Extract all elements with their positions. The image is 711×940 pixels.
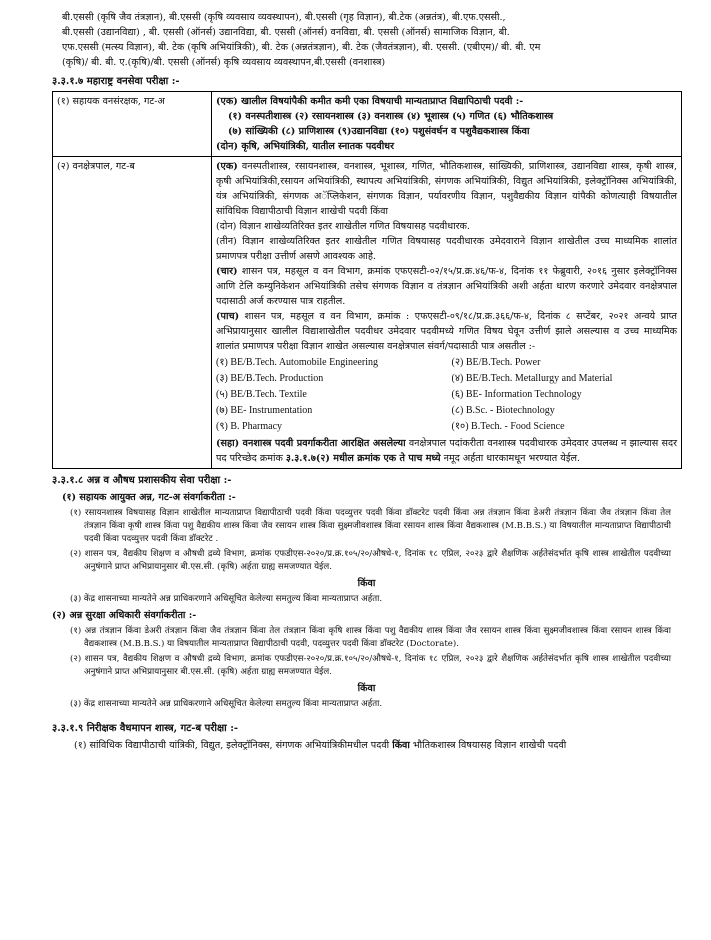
list-item: (६) BE- Information Technology xyxy=(451,389,582,400)
intro-paragraph xyxy=(62,10,671,70)
subsection-heading: (१) सहायक आयुक्त अन्न, गट-अ संवर्गाकरीता :- xyxy=(62,492,236,503)
section-heading-food-drug: ३.३.१.८ अन्न व औषध प्रशासकीय सेवा परीक्षा :- xyxy=(52,475,232,486)
clause-text: वनक्षेत्रपाल पदांकरीता वनशास्त्र पदवीधारक उमेदवार उपलब्ध न झाल्यास सदर पद परिच्छेद क्रमांक xyxy=(216,438,677,464)
clause-text: नमूद अर्हता धारकामधून भरण्यात येईल. xyxy=(440,453,581,464)
list-item: (७) BE- Instrumentation xyxy=(216,405,313,416)
list-item xyxy=(62,738,671,753)
list-item: (९) B. Pharmacy xyxy=(216,421,283,432)
post-name-cell: (२) वनक्षेत्रपाल, गट-ब xyxy=(53,157,212,469)
or-separator: किंवा xyxy=(357,578,376,589)
list-item: (२) BE/B.Tech. Power xyxy=(451,357,541,368)
course-list xyxy=(216,355,677,435)
clause-reference: ३.३.१.७(२) मधील क्रमांक एक ते पाच मध्ये xyxy=(285,453,441,464)
clause-number: (सहा) वनशास्त्र पदवी प्रवर्गाकरीता आरक्षित असलेल्या xyxy=(216,438,406,449)
subject-list-line: (१) वनस्पतीशास्त्र (२) रसायनशास्त्र (३) वनशास्त्र (४) भूशास्त्र (५) गणित (६) भौतिकशास्त्र xyxy=(228,111,554,122)
item-text: (१) सांविधिक विद्यापीठाची यांत्रिकी, विद्युत, इलेक्ट्रॉनिक्स, संगणक अभियांत्रिकीमधील पदवी xyxy=(74,740,393,751)
section-heading-legal-metrology: ३.३.१.९ निरीक्षक वैधमापन शास्त्र, गट-ब परीक्षा :- xyxy=(52,723,239,734)
clause-text: (दोन) विज्ञान शाखेव्यतिरिक्त इतर शाखेतील गणित विषयासह पदवीधारक. xyxy=(216,221,470,232)
list-item: (२) शासन पत्र, वैद्यकीय शिक्षण व औषधी द्रव्ये विभाग, क्रमांक एफडीएस-२०२०/प्र.क्र.१०५/२०/औषधे-१, दिनांक १८ एप्रिल, २०२३ द्वारे शैक्षणिक अर्हतेसंदर्भात कृषि शास्त्र शाखेतील पदवीच्या अनुषंगाने प्राप्त अभिप्रायानुसार बी.एस.सी. (कृषि) अर्हता ग्राह्य समजण्यात येईल. xyxy=(70,549,671,572)
clause-text: वनस्पतीशास्त्र, रसायनशास्त्र, वनशास्त्र, भूशास्त्र, गणित, भौतिकशास्त्र, सांख्यिकी, प्राणिशास्त्र, उद्यानविद्या शास्त्र, कृषी शास्त्र, कृषी अभियांत्रिकी,रसायन अभियांत्रिकी, स्थापत्य अभियांत्रिकी, संगणक अभियांत्रिकी, विद्युत अभियांत्रिकी, इलेक्ट्रॉनिक्स अभियांत्रिकी, यंत्र अभियांत्रिकी, संगणक अॅप्लिकेशन, संगणक विज्ञान, पर्यावरणीय विज्ञान, पशुवैद्यकीय विज्ञान यांपैकी कोणत्याही विषयातील सांविधिक विद्यापीठाची विज्ञान शाखेची पदवी किंवा xyxy=(216,161,677,217)
list-item: (२) शासन पत्र, वैद्यकीय शिक्षण व औषधी द्रव्ये विभाग, क्रमांक एफडीएस-२०२०/प्र.क्र.१०५/२०/औषधे-१, दिनांक १८ एप्रिल, २०२३ द्वारे शैक्षणिक अर्हतेसंदर्भात कृषि शास्त्र शाखेतील पदवीच्या अनुषंगाने प्राप्त अभिप्रायानुसार बी.एस.सी. (कृषि) अर्हता ग्राह्य समजण्यात येईल. xyxy=(70,654,671,677)
clause-number: (दोन) xyxy=(216,141,238,152)
clause-number: (चार) xyxy=(216,266,238,277)
list-item: (८) B.Sc. - Biotechnology xyxy=(451,405,555,416)
list-item: (१) अन्न तंत्रज्ञान किंवा डेअरी तंत्रज्ञान किंवा जैव तंत्रज्ञान किंवा तेल तंत्रज्ञान किंवा कृषि शास्त्र किंवा पशु वैद्यकीय शास्त्र किंवा जैव रसायन शास्त्र किंवा सुक्ष्मजीवशास्त्र किंवा रसायन शास्त्र किंवा वैद्यकशास्त्र (M.B.B.S.) या विषयातील मान्यताप्राप्त विद्यापीठाची पदवी, पदव्युत्तर पदवी किंवा डॉक्टरेट (Doctorate). xyxy=(70,626,671,649)
clause-text: शासन पत्र, महसूल व वन विभाग, क्रमांक : एफएसटी-०९/१८/प्र.क्र.३६६/फ-४, दिनांक ८ सप्टेंबर, २०२१ अन्वये प्राप्त अभिप्रायानुसार खालील विद्याशाखेतील पदवीधर उमेदवार पदवीमध्ये गणित विषय घेवून उत्तीर्ण झाले असल्यास व उच्च माध्यमिक शालांत प्रमाणपत्र परीक्षा विज्ञान शाखेत असल्यास वनक्षेत्रपाल संवर्ग/पदासाठी पात्र असतील :- xyxy=(216,311,677,352)
list-item: (३) BE/B.Tech. Production xyxy=(216,373,324,384)
list-item: (१०) B.Tech. - Food Science xyxy=(451,421,565,432)
item-text: भौतिकशास्त्र विषयासह विज्ञान शाखेची पदवी xyxy=(409,740,567,751)
intro-line: एफ.एससी (मत्स्य विज्ञान), बी. टेक (कृषि अभियांत्रिकी), बी. टेक (अन्नतंत्रज्ञान), बी. टेक (जैवतंत्रज्ञान), बी. एससी. (एबीएम)/ बी. बी. एम xyxy=(62,42,541,53)
qualification-cell xyxy=(212,157,682,469)
clause-text: शासन पत्र, महसूल व वन विभाग, क्रमांक एफएसटी-०२/१५/प्र.क्र.४६/फ-४, दिनांक ११ फेब्रुवारी, २०१६ नुसार इलेक्ट्रॉनिक्स आणि टेलि कम्युनिकेशन अभियांत्रिकी तसेच संगणक विज्ञान व तंत्रज्ञान अभियांत्रिकी अशी अर्हता धारण करणारे उमेदवार वनक्षेत्रपाल पदासाठी अर्ज करण्यास पात्र राहतील. xyxy=(216,266,677,307)
qualification-cell xyxy=(212,92,682,157)
intro-line: बी.एससी (कृषि जैव तंत्रज्ञान), बी.एससी (कृषि व्यवसाय व्यवस्थापन), बी.एससी (गृह विज्ञान), बी.टेक (अन्नतंत्र), बी.एफ.एससी., xyxy=(62,12,506,23)
qualification-table xyxy=(52,91,682,469)
item-or: किंवा xyxy=(392,740,410,751)
subject-list-line: (७) सांख्यिकी (८) प्राणिशास्त्र (९)उद्यानविद्या (१०) पशुसंवर्धन व पशुवैद्यकशास्त्र किंवा xyxy=(228,126,530,137)
section-heading-forest-service: ३.३.१.७ महाराष्ट्र वनसेवा परीक्षा :- xyxy=(52,76,180,87)
post-name-cell: (१) सहायक वनसंरक्षक, गट-अ xyxy=(53,92,212,157)
clause-text: (तीन) विज्ञान शाखेव्यतिरिक्त इतर शाखेतील गणित विषयासह पदवीधारक उमेदवाराने विज्ञान शाखेतील उच्च माध्यमिक शालांत प्रमाणपत्र परीक्षा उत्तीर्ण असणे आवश्यक आहे. xyxy=(216,236,677,262)
intro-line: बी.एससी (उद्यानविद्या) , बी. एससी (ऑनर्स) उद्यानविद्या, बी. एससी (ऑनर्स) वनविद्या, बी. एससी (ऑनर्स) सामाजिक विज्ञान, बी. xyxy=(62,27,510,38)
clause-number: (एक) xyxy=(216,96,238,107)
or-separator: किंवा xyxy=(357,683,376,694)
clause-text: कृषि, अभियांत्रिकी, यातील स्नातक पदवीधर xyxy=(237,141,395,152)
clause-number: (एक) xyxy=(216,161,238,172)
list-item: (१) रसायनशास्त्र विषयासह विज्ञान शाखेतील मान्यताप्राप्त विद्यापीठाची पदवी किंवा पदव्युत्तर पदवी किंवा डॉक्टरेट पदवी किंवा अन्न तंत्रज्ञान किंवा डेअरी तंत्रज्ञान किंवा जैव तंत्रज्ञान किंवा तेल तंत्रज्ञान किंवा कृषी शास्त्र किंवा पशु वैद्यकीय शास्त्र किंवा जैव रसायन शास्त्र किंवा सुक्ष्मजीवशास्त्र किंवा रसायन शास्त्र किंवा वैद्यकशास्त्र (M.B.B.S.) या विषयातील मान्यताप्राप्त विद्यापीठाची पदवी किंवा पदव्युत्तर पदवी किंवा डॉक्टरेट . xyxy=(70,508,671,544)
clause-text: खालील विषयांपैकी कमीत कमी एका विषयाची मान्यताप्राप्त विद्यापिठाची पदवी :- xyxy=(237,96,524,107)
table-row xyxy=(53,157,682,469)
list-item: (३) केंद्र शासनाच्या मान्यतेने अन्न प्राधिकरणाने अधिसूचित केलेल्या समतुल्य किंवा मान्यताप्राप्त अर्हता. xyxy=(70,594,383,604)
table-row xyxy=(53,92,682,157)
clause-number: (पाच) xyxy=(216,311,240,322)
subsection-heading: (२) अन्न सुरक्षा अधिकारी संवर्गाकरीता :- xyxy=(52,610,197,621)
list-item: (४) BE/B.Tech. Metallurgy and Material xyxy=(451,373,613,384)
list-item: (५) BE/B.Tech. Textile xyxy=(216,389,307,400)
intro-line: (कृषि)/ बी. बी. ए.(कृषि)/बी. एससी (ऑनर्स) कृषि व्यवसाय व्यवस्थापन,बी.एससी (वनशास्त्र) xyxy=(62,57,386,68)
list-item: (१) BE/B.Tech. Automobile Engineering xyxy=(216,357,378,368)
list-item: (३) केंद्र शासनाच्या मान्यतेने अन्न प्राधिकरणाने अधिसूचित केलेल्या समतुल्य किंवा मान्यताप्राप्त अर्हता. xyxy=(70,699,383,709)
